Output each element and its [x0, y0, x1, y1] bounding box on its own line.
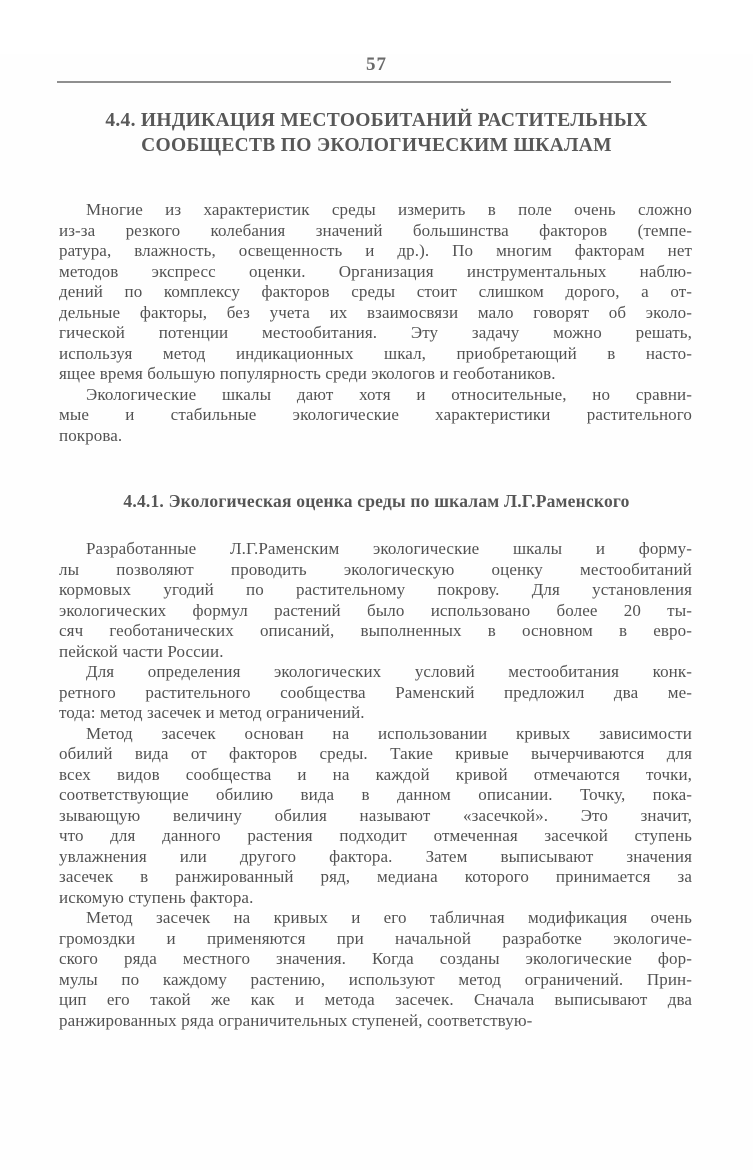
text-line: покрова. [59, 425, 123, 445]
text-line: гической потенции местообитания. Эту задачу можно решать, [59, 323, 692, 342]
text-line: мые и стабильные экологические характеристики растительного [59, 405, 692, 424]
chapter-heading-line-1: 4.4. ИНДИКАЦИЯ МЕСТООБИТАНИЙ РАСТИТЕЛЬНЫХ [105, 110, 648, 131]
text-line: обилий вида от факторов среды. Такие кривые вычерчиваются для [59, 744, 692, 763]
page-number: 57 [366, 54, 387, 75]
paragraph [59, 385, 692, 447]
paragraph [59, 908, 692, 1031]
text-line: экологических формул растений было использовано более 20 ты- [59, 600, 692, 620]
text-line: из-за резкого колебания значений большинства факторов (темпе- [59, 220, 692, 240]
text-line: Для определения экологических условий местообитания конк- [86, 662, 692, 681]
paragraph [59, 200, 692, 385]
text-line: громоздки и применяются при начальной разработке экологиче- [59, 928, 692, 948]
text-line: мулы по каждому растению, используют метод ограничений. Прин- [59, 969, 692, 989]
text-line: соответствующие обилию вида в данном описании. Точку, пока- [59, 785, 692, 804]
section-paragraphs [59, 539, 692, 1031]
text-line: увлажнения или другого фактора. Затем выписывают значения [59, 846, 692, 866]
text-line: дений по комплексу факторов среды стоит слишком дорого, а от- [59, 282, 692, 301]
paragraph [59, 539, 692, 662]
text-line: Разработанные Л.Г.Раменским экологические шкалы и форму- [86, 539, 692, 558]
text-line: ретного растительного сообщества Раменский предложил два ме- [59, 682, 692, 702]
text-line: дельные факторы, без учета их взаимосвязи мало говорят об эколо- [59, 302, 692, 322]
text-line: кормовых угодий по растительному покрову. Для установления [59, 580, 692, 599]
intro-paragraphs [59, 200, 692, 446]
text-line: ского ряда местного значения. Когда созданы экологические фор- [59, 949, 692, 968]
text-line: ратура, влажность, освещенность и др.). По многим факторам нет [59, 241, 692, 260]
scanned-book-page [0, 54, 753, 1170]
chapter-heading-line-2: СООБЩЕСТВ ПО ЭКОЛОГИЧЕСКИМ ШКАЛАМ [141, 135, 612, 156]
paragraph [59, 662, 692, 724]
section-heading: 4.4.1. Экологическая оценка среды по шкалам Л.Г.Раменского [123, 491, 630, 511]
text-line: используя метод индикационных шкал, приобретающий в насто- [59, 343, 692, 363]
text-line: тода: метод засечек и метод ограничений. [59, 703, 365, 722]
text-line: зывающую величину обилия называют «засечкой». Это значит, [59, 805, 692, 825]
text-line: засечек в ранжированный ряд, медиана которого принимается за [59, 867, 692, 886]
text-line: Экологические шкалы дают хотя и относительные, но сравни- [86, 384, 692, 404]
text-line: сяч геоботанических описаний, выполненных в основном в евро- [59, 621, 692, 640]
text-line: Метод засечек основан на использовании кривых зависимости [86, 723, 692, 743]
text-line: цип его такой же как и метода засечек. Сначала выписывают два [59, 990, 692, 1009]
text-line: Метод засечек на кривых и его табличная модификация очень [86, 908, 692, 927]
header-rule [57, 81, 671, 83]
text-line: ранжированных ряда ограничительных ступеней, соответствую- [59, 1010, 533, 1030]
text-line: искомую ступень фактора. [59, 887, 254, 907]
text-line: пейской части России. [59, 641, 224, 661]
text-line: Многие из характеристик среды измерить в поле очень сложно [86, 200, 692, 219]
text-line: ящее время большую популярность среди экологов и геоботаников. [59, 364, 556, 383]
text-line: всех видов сообщества и на каждой кривой отмечаются точки, [59, 764, 692, 784]
text-line: лы позволяют проводить экологическую оценку местообитаний [59, 559, 692, 579]
chapter-heading [0, 108, 753, 158]
paragraph [59, 724, 692, 909]
text-line: методов экспресс оценки. Организация инструментальных наблю- [59, 261, 692, 281]
text-line: что для данного растения подходит отмеченная засечкой ступень [59, 826, 692, 845]
